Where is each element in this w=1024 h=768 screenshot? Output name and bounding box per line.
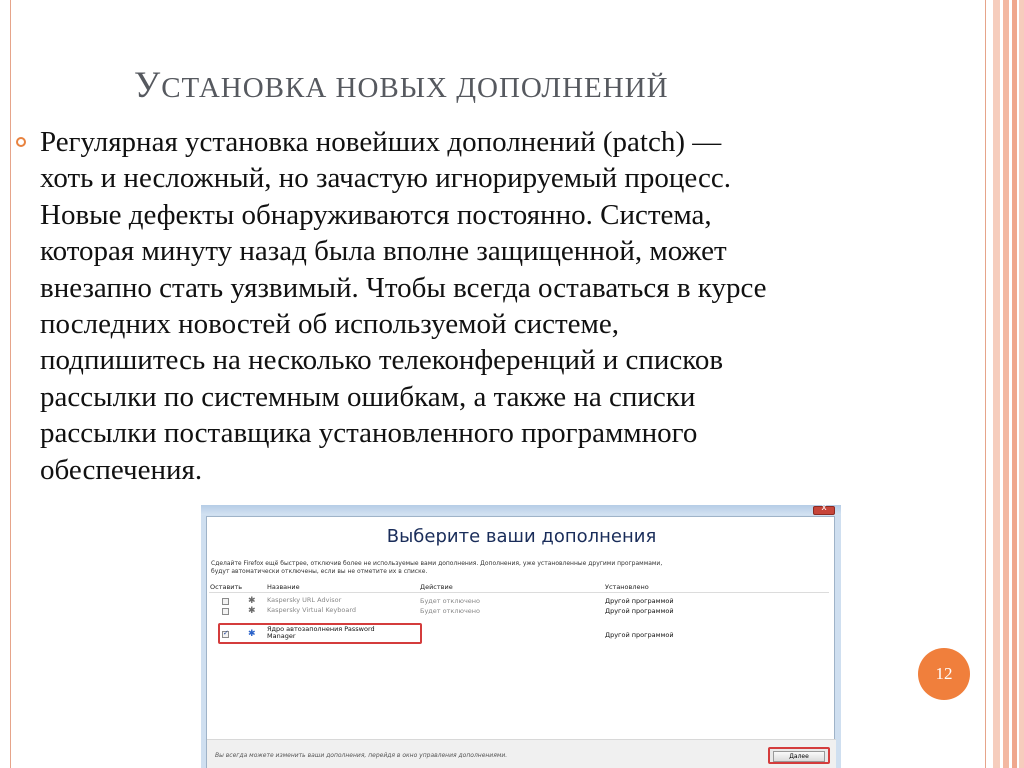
- next-button-label: Далее: [773, 751, 825, 762]
- addon-installed: Другой программой: [605, 607, 674, 615]
- addons-dialog-screenshot: [201, 505, 841, 768]
- decor-stripe-4: [1019, 0, 1024, 768]
- addon-name: Kaspersky URL Advisor: [267, 596, 342, 604]
- dialog-description: Сделайте Firefox ещё быстрее, отключив более не используемые вами дополнения. Дополнения, уже установленные другими программами, будут автоматически отключены, если вы не отметите их в списке.: [211, 560, 663, 575]
- column-header-installed: Установлено: [605, 583, 649, 591]
- slide-title-initial: У: [134, 65, 162, 106]
- slide-body-text: Регулярная установка новейших дополнений (patch) — хоть и несложный, но зачастую игнорируемый процесс. Новые дефекты обнаруживаются постоянно. Система, которая минуту назад была вполне защищенной, может внезапно стать уязвимый. Чтобы всегда оставаться в курсе последних новостей об используемой системе, подпишитесь на несколько телеконференций и списков рассылки по системным ошибкам, а также на списки рассылки поставщика установленного программного обеспечения.: [40, 126, 767, 486]
- puzzle-piece-icon: ✱: [248, 606, 256, 616]
- decor-stripe-3: [1012, 0, 1017, 768]
- addon-action: Будет отключено: [420, 597, 481, 605]
- table-row: [207, 597, 836, 606]
- header-divider: [209, 592, 829, 593]
- dialog-title: Выберите ваши дополнения: [386, 526, 657, 547]
- dialog-titlebar: [201, 505, 841, 515]
- table-row: [207, 607, 836, 616]
- addon-name: Kaspersky Virtual Keyboard: [267, 606, 357, 614]
- addon-name: Ядро автозаполнения Password Manager: [267, 625, 375, 640]
- column-header-keep: Оставить: [210, 583, 243, 591]
- addon-installed: Другой программой: [605, 631, 674, 639]
- dialog-content: [206, 516, 835, 768]
- circle-bullet-icon: [16, 137, 26, 147]
- highlight-frame: [218, 623, 422, 644]
- puzzle-piece-icon: ✱: [248, 596, 256, 606]
- slide-title: [134, 64, 894, 114]
- column-header-name: Название: [267, 583, 300, 591]
- page-number-badge: 12: [918, 648, 970, 700]
- footer-hint: Вы всегда можете изменить ваши дополнения, перейдя в окно управления дополнениями.: [215, 752, 508, 759]
- close-button[interactable]: [813, 506, 835, 515]
- next-button[interactable]: [768, 747, 830, 764]
- addon-action: Будет отключено: [420, 607, 481, 615]
- column-header-action: Действие: [420, 583, 453, 591]
- dialog-footer: [207, 739, 836, 768]
- slide-title-rest: СТАНОВКА НОВЫХ ДОПОЛНЕНИЙ: [161, 72, 669, 104]
- row-checkbox[interactable]: [222, 598, 229, 605]
- row-checkbox[interactable]: [222, 608, 229, 615]
- close-icon: x: [821, 505, 827, 513]
- puzzle-piece-icon: ✱: [248, 629, 256, 639]
- addon-installed: Другой программой: [605, 597, 674, 605]
